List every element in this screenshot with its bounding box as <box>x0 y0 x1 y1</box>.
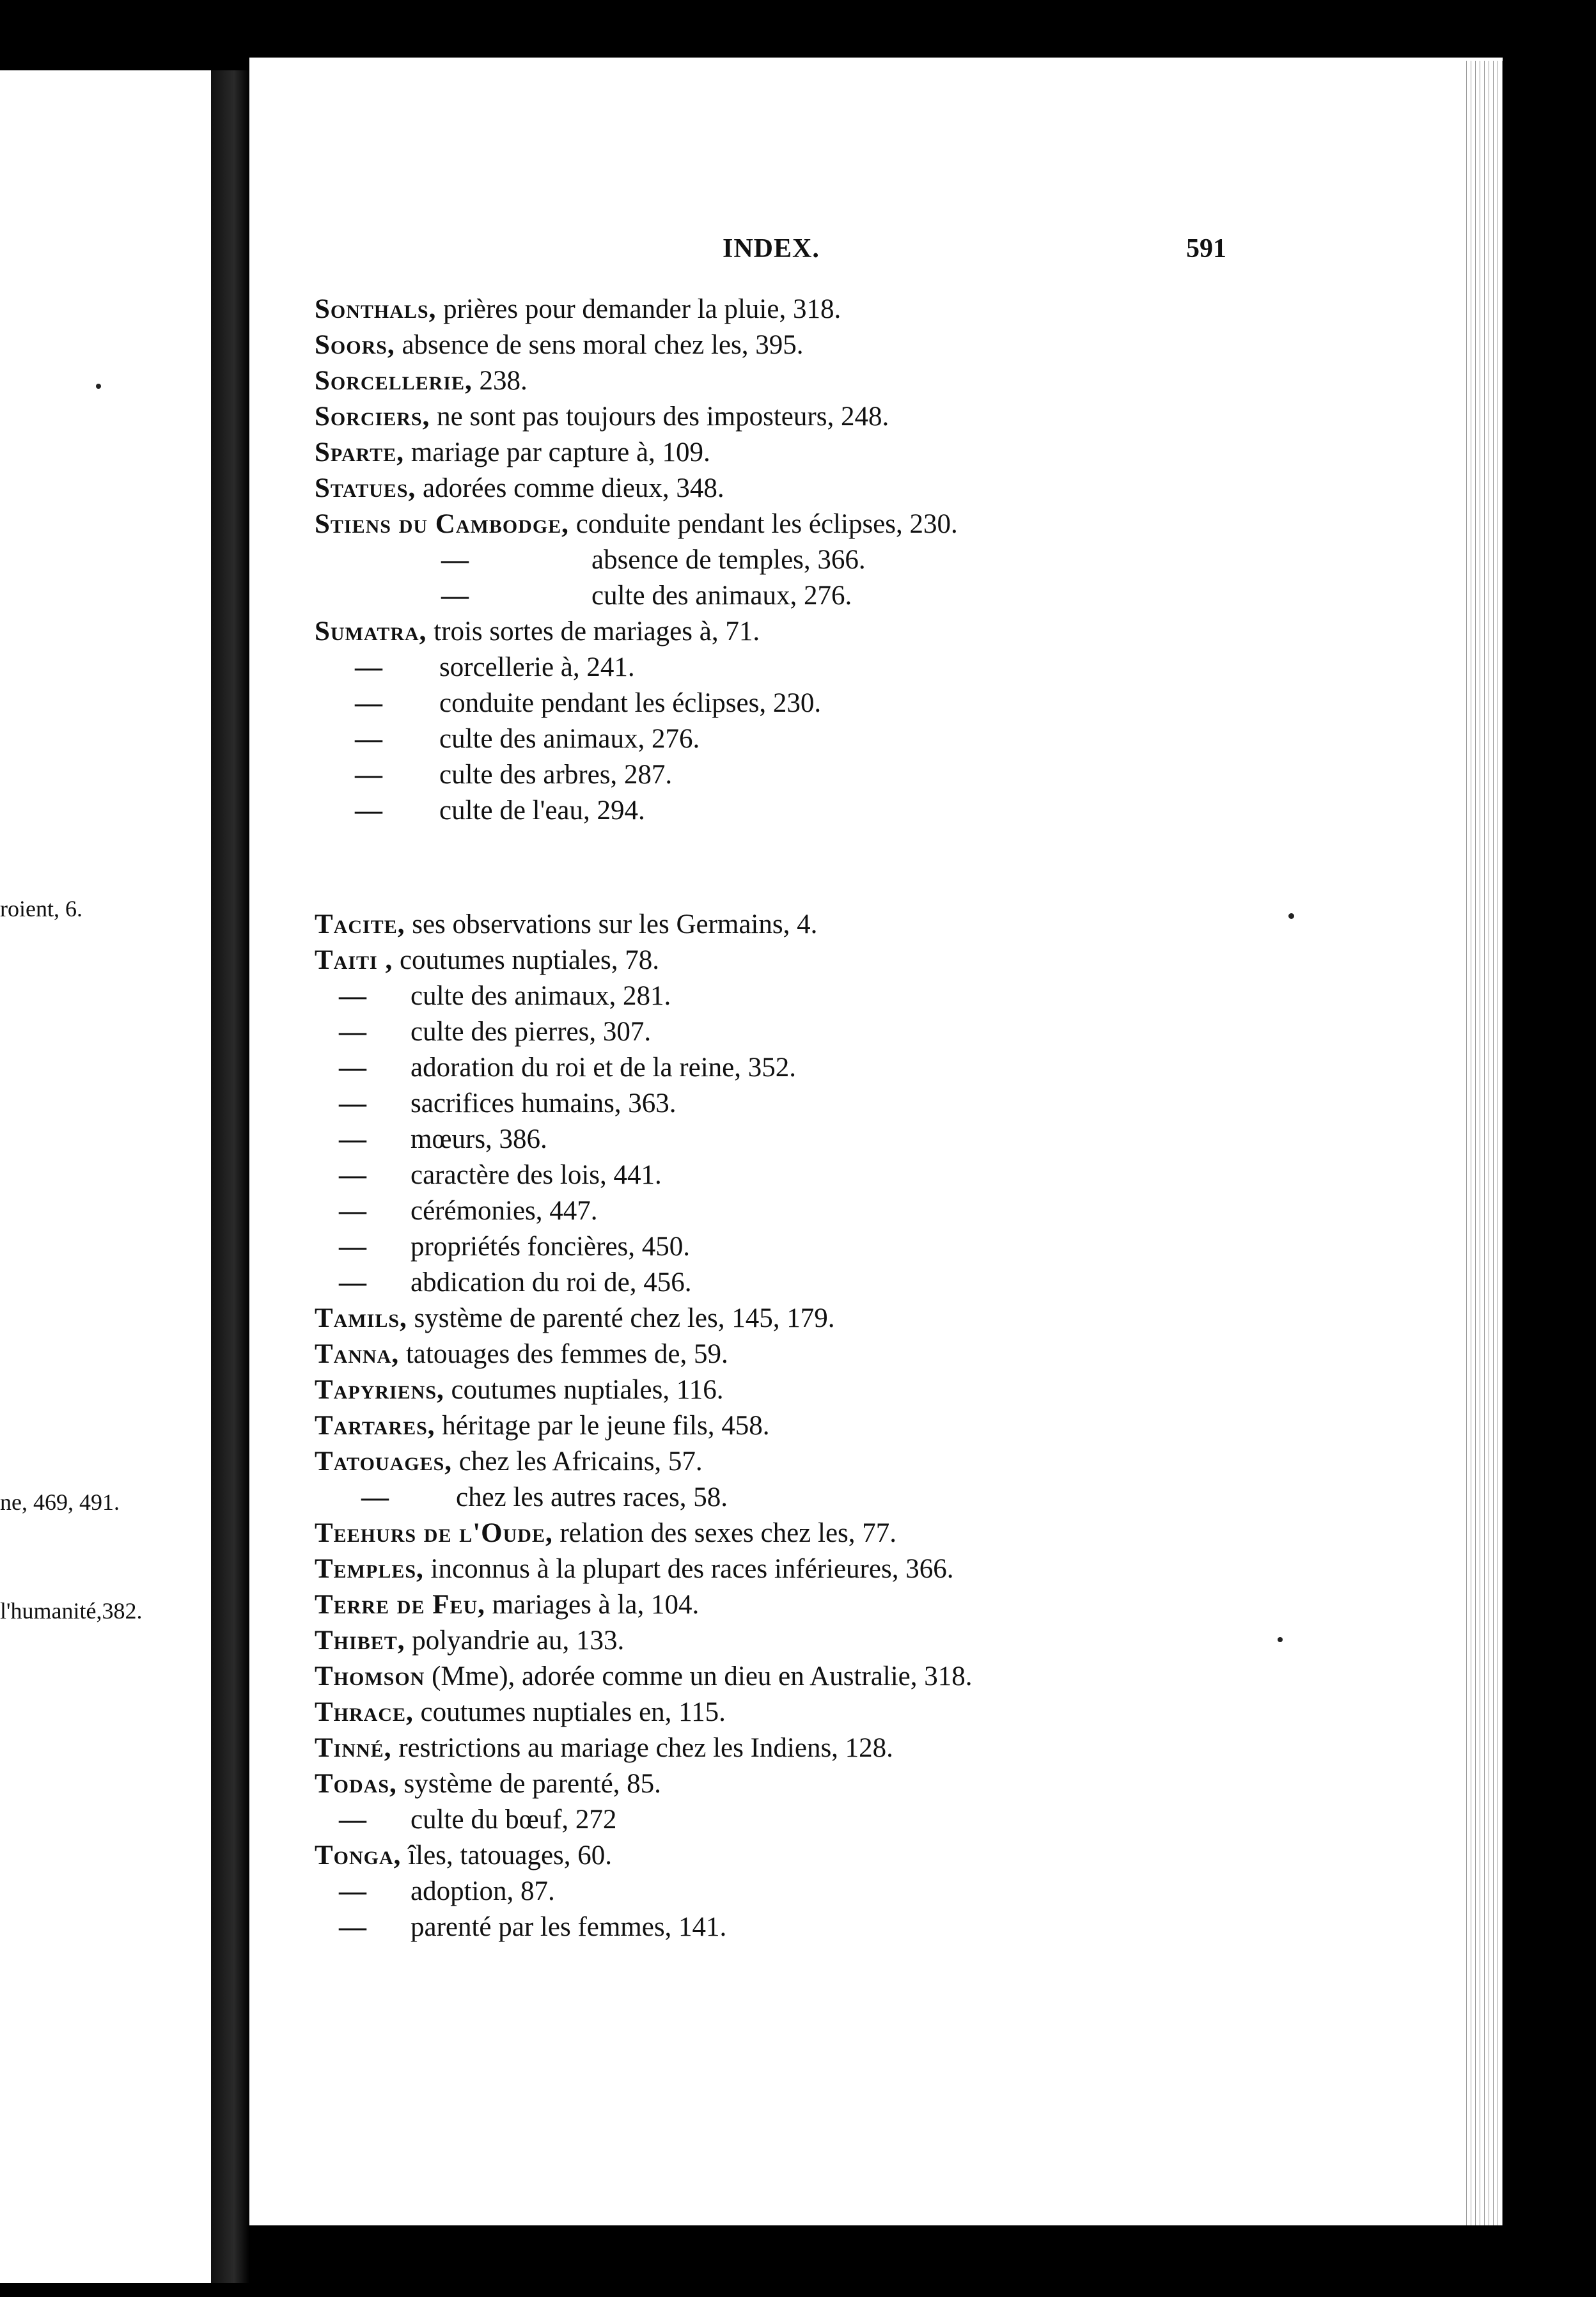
index-entry <box>339 1265 692 1301</box>
entry-term: Sumatra, <box>315 616 427 647</box>
index-entry <box>315 506 958 542</box>
index-entry <box>355 793 645 829</box>
entry-term: Thrace, <box>315 1697 414 1727</box>
entry-text: culte des arbres, 287. <box>439 760 673 790</box>
entry-text: ses observations sur les Germains, 4. <box>405 909 818 939</box>
index-entry <box>315 1444 703 1480</box>
index-entry <box>339 1050 796 1086</box>
index-entry <box>315 1587 699 1623</box>
index-entry <box>355 757 673 793</box>
ink-speck <box>96 384 101 389</box>
entry-term: Todas, <box>315 1769 397 1799</box>
entry-text: coutumes nuptiales en, 115. <box>413 1697 726 1727</box>
index-entry <box>315 1516 896 1551</box>
index-entry <box>315 1838 612 1874</box>
index-entry <box>339 1229 691 1265</box>
index-entry <box>361 1480 728 1516</box>
entry-term: Tonga, <box>315 1840 402 1870</box>
running-head: INDEX. <box>723 234 820 263</box>
entry-term: Statues, <box>315 473 416 503</box>
facing-page-fragment: roient, 6. <box>0 896 82 921</box>
entry-text: 238. <box>472 366 528 396</box>
index-entry <box>339 1802 617 1838</box>
entry-text: absence de sens moral chez les, 395. <box>395 330 804 360</box>
entry-text: sacrifices humains, 363. <box>411 1088 677 1118</box>
entry-text: ne sont pas toujours des imposteurs, 248. <box>430 402 889 432</box>
entry-term: Tartares, <box>315 1411 435 1441</box>
index-entry <box>339 1157 662 1193</box>
entry-text: tatouages des femmes de, 59. <box>399 1339 728 1369</box>
entry-term: Tacite, <box>315 909 405 939</box>
page-edges <box>1464 61 1503 2225</box>
entry-text: chez les Africains, 57. <box>452 1446 703 1477</box>
index-entry <box>355 686 822 721</box>
entry-text: mœurs, 386. <box>411 1124 547 1154</box>
entry-term: Terre de Feu, <box>315 1590 485 1620</box>
entry-term: Tatouages, <box>315 1446 453 1477</box>
index-entry <box>315 1337 728 1372</box>
entry-text: polyandrie au, 133. <box>405 1626 625 1656</box>
entry-text: culte des animaux, 281. <box>411 981 671 1011</box>
index-entry <box>355 721 700 757</box>
entry-term: Sorcellerie, <box>315 366 473 396</box>
ditto-dash: — <box>355 724 382 754</box>
entry-text: cérémonies, 447. <box>411 1196 598 1226</box>
entry-text: héritage par le jeune fils, 458. <box>435 1411 770 1441</box>
facing-page <box>0 70 211 2283</box>
entry-text: système de parenté chez les, 145, 179. <box>407 1303 835 1333</box>
ditto-dash: — <box>339 1124 366 1154</box>
facing-page-fragment: ne, 469, 491. <box>0 1489 120 1515</box>
ditto-dash: — <box>339 1017 366 1047</box>
ditto-dash: — <box>339 1805 366 1835</box>
index-entry <box>315 471 724 506</box>
entry-text: culte des animaux, 276. <box>439 724 700 754</box>
ditto-dash: — <box>339 1912 366 1942</box>
ditto-dash: — <box>355 688 382 718</box>
entry-text: adoration du roi et de la reine, 352. <box>411 1053 796 1083</box>
ditto-dash: — <box>355 760 382 790</box>
ditto-dash: — <box>361 1482 389 1512</box>
index-entry <box>315 399 889 435</box>
entry-term: Sonthals, <box>315 294 437 324</box>
entry-term: Tapyriens, <box>315 1375 444 1405</box>
index-entry <box>315 327 803 363</box>
index-entry <box>441 578 852 614</box>
index-entry <box>315 1408 770 1444</box>
entry-term: Sparte, <box>315 437 405 467</box>
ditto-dash: — <box>339 1160 366 1190</box>
entry-text: restrictions au mariage chez les Indiens, 128. <box>391 1733 893 1763</box>
index-entry <box>315 1372 724 1408</box>
entry-text: prières pour demander la pluie, 318. <box>436 294 841 324</box>
ditto-dash: — <box>339 1053 366 1083</box>
index-entry <box>315 363 528 399</box>
entry-text: îles, tatouages, 60. <box>401 1840 613 1870</box>
entry-text: conduite pendant les éclipses, 230. <box>439 688 822 718</box>
index-entry <box>315 292 841 327</box>
entry-text: coutumes nuptiales, 78. <box>393 945 660 975</box>
entry-text: adoption, 87. <box>411 1876 555 1906</box>
entry-term: Tinné, <box>315 1733 392 1763</box>
ink-speck <box>1278 1637 1283 1642</box>
ditto-dash: — <box>339 1876 366 1906</box>
ditto-dash: — <box>339 1088 366 1118</box>
index-entry <box>315 614 760 650</box>
entry-term: Tamils, <box>315 1303 407 1333</box>
entry-text: relation des sexes chez les, 77. <box>552 1518 897 1548</box>
entry-text: mariage par capture à, 109. <box>404 437 710 467</box>
entry-term: Thibet, <box>315 1626 405 1656</box>
index-entry <box>315 1301 834 1337</box>
entry-text: caractère des lois, 441. <box>411 1160 662 1190</box>
entry-term: Soors, <box>315 330 395 360</box>
entry-text: culte des animaux, 276. <box>591 581 852 611</box>
ditto-dash: — <box>339 1232 366 1262</box>
facing-page-fragment: l'humanité,382. <box>0 1598 143 1624</box>
index-entry <box>339 1086 677 1122</box>
entry-text: absence de temples, 366. <box>591 545 866 575</box>
index-entry <box>339 1014 652 1050</box>
index-entry <box>315 1659 973 1695</box>
entry-text: (Mme), adorée comme un dieu en Australie, 318. <box>425 1661 973 1691</box>
entry-text: mariages à la, 104. <box>485 1590 700 1620</box>
entry-term: Temples, <box>315 1554 424 1584</box>
index-entry <box>315 1766 661 1802</box>
entry-text: abdication du roi de, 456. <box>411 1267 692 1297</box>
index-entry <box>315 1730 893 1766</box>
index-entry <box>315 435 710 471</box>
entry-term: Teehurs de l'Oude, <box>315 1518 553 1548</box>
entry-text: culte des pierres, 307. <box>411 1017 652 1047</box>
gutter-shadow <box>211 70 249 2283</box>
index-entry <box>315 1623 624 1659</box>
ditto-dash: — <box>355 652 382 682</box>
index-entry <box>339 1193 598 1229</box>
ink-speck <box>1288 913 1294 919</box>
index-entry <box>339 978 671 1014</box>
ditto-dash: — <box>339 981 366 1011</box>
entry-text: trois sortes de mariages à, 71. <box>426 616 760 647</box>
ditto-dash: — <box>339 1267 366 1297</box>
entry-text: parenté par les femmes, 141. <box>411 1912 727 1942</box>
entry-text: conduite pendant les éclipses, 230. <box>568 509 958 539</box>
index-entry <box>315 943 659 978</box>
ditto-dash: — <box>339 1196 366 1226</box>
entry-text: coutumes nuptiales, 116. <box>444 1375 724 1405</box>
index-entry <box>315 1551 953 1587</box>
ditto-dash: — <box>441 581 469 611</box>
index-entry <box>339 1909 727 1945</box>
entry-text: inconnus à la plupart des races inférieures, 366. <box>423 1554 954 1584</box>
entry-text: culte de l'eau, 294. <box>439 796 645 826</box>
entry-text: propriétés foncières, 450. <box>411 1232 691 1262</box>
entry-term: Tanna, <box>315 1339 400 1369</box>
entry-text: adorées comme dieux, 348. <box>416 473 724 503</box>
entry-text: chez les autres races, 58. <box>456 1482 728 1512</box>
entry-term: Thomson <box>315 1661 425 1691</box>
index-entry <box>315 907 817 943</box>
index-entry <box>339 1874 555 1909</box>
page-number: 591 <box>1186 234 1226 263</box>
index-entry <box>339 1122 547 1157</box>
index-entry <box>315 1695 726 1730</box>
entry-text: sorcellerie à, 241. <box>439 652 635 682</box>
ditto-dash: — <box>441 545 469 575</box>
entry-text: système de parenté, 85. <box>396 1769 661 1799</box>
index-entry <box>441 542 866 578</box>
entry-term: Sorciers, <box>315 402 430 432</box>
entry-text: culte du bœuf, 272 <box>411 1805 617 1835</box>
index-entry <box>355 650 635 686</box>
entry-term: Taiti , <box>315 945 393 975</box>
entry-term: Stiens du Cambodge, <box>315 509 569 539</box>
ditto-dash: — <box>355 796 382 826</box>
